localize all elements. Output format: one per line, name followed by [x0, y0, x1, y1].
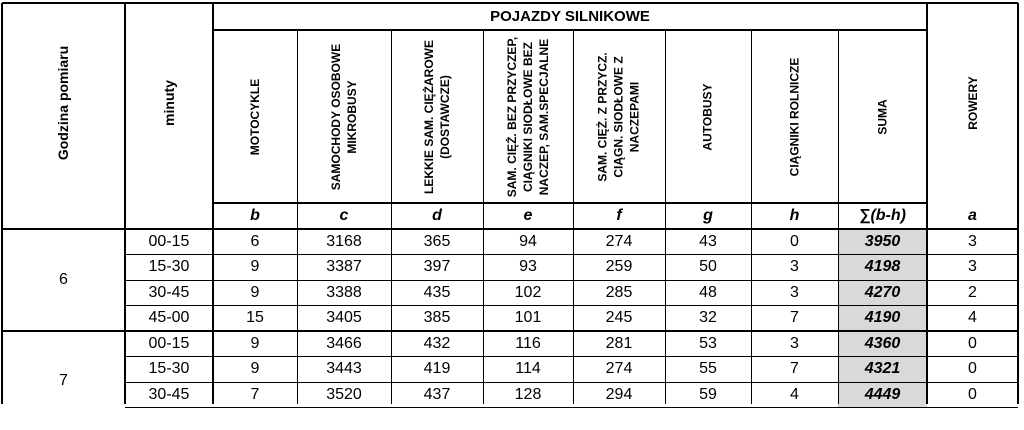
value-cell-b: 15 — [246, 309, 264, 327]
value-cell-h: 7 — [790, 309, 799, 327]
value-cell-d: 432 — [423, 334, 451, 352]
value-cell-e: 94 — [519, 232, 537, 250]
grid-line-h — [125, 305, 1018, 306]
minutes-cell: 00-15 — [148, 334, 190, 352]
column-letter-sum: ∑(b-h) — [859, 207, 906, 224]
value-cell-d: 437 — [423, 385, 451, 403]
sum-value-cell: 4270 — [864, 283, 901, 301]
value-cell-g: 43 — [699, 232, 717, 250]
bikes-header — [927, 3, 1018, 203]
grid-line-v — [391, 30, 392, 404]
value-cell-e: 116 — [515, 334, 541, 352]
column-letter-d: d — [432, 207, 442, 224]
bikes-value-cell: 3 — [968, 232, 977, 250]
value-cell-h: 4 — [790, 385, 799, 403]
column-header-e — [483, 30, 573, 203]
value-cell-h: 3 — [790, 334, 799, 352]
sum-value-cell: 4449 — [864, 385, 901, 403]
grid-line-v — [751, 30, 752, 404]
value-cell-f: 285 — [605, 283, 633, 301]
value-cell-c: 3405 — [326, 309, 362, 327]
hour-cell: 6 — [59, 271, 68, 288]
minutes-cell: 45-00 — [148, 309, 190, 327]
value-cell-e: 102 — [514, 283, 542, 301]
value-cell-d: 419 — [423, 360, 451, 378]
column-letter-c: c — [339, 207, 349, 224]
column-header-d-text: LEKKIE SAM. CIĘŻAROWE (DOSTAWCZE) — [422, 39, 453, 194]
column-header-d — [391, 30, 483, 203]
column-letter-a: a — [968, 207, 977, 224]
sum-value-cell: 4198 — [864, 258, 901, 276]
hour-header — [2, 3, 125, 203]
grid-line-h — [125, 407, 1018, 408]
minutes-cell: 30-45 — [148, 385, 190, 403]
column-header-b-text: MOTOCYKLE — [247, 78, 262, 155]
table-right-border — [1017, 3, 1020, 404]
column-header-f-text: SAM. CIĘŻ. Z PRZYCZ. CIĄGN. SIODŁOWE Z NACZEPAMI — [596, 51, 642, 182]
header-bottom-border — [2, 228, 1018, 231]
minutes-header — [125, 3, 213, 203]
column-header-c-text: SAMOCHODY OSOBOWE MIKROBUSY — [329, 43, 359, 190]
value-cell-f: 274 — [605, 360, 633, 378]
value-cell-g: 59 — [699, 385, 717, 403]
value-cell-g: 50 — [699, 258, 717, 276]
hour-header-text: Godzina pomiaru — [55, 45, 72, 161]
grid-line-v — [297, 30, 298, 404]
grid-line-v — [665, 30, 666, 404]
column-header-c — [297, 30, 391, 203]
column-letter-h: h — [789, 207, 800, 224]
hour-cell: 7 — [59, 371, 68, 389]
grid-line-h — [213, 202, 927, 203]
bikes-value-cell: 4 — [968, 309, 977, 327]
table-left-border — [1, 3, 4, 404]
minutes-cell: 15-30 — [148, 360, 190, 378]
value-cell-g: 48 — [699, 283, 717, 301]
grid-line-h — [125, 254, 1018, 255]
column-header-sum-text: SUMA — [875, 98, 890, 135]
value-cell-h: 7 — [790, 360, 799, 378]
value-cell-e: 114 — [515, 360, 541, 378]
value-cell-f: 294 — [605, 385, 633, 403]
value-cell-c: 3168 — [326, 232, 362, 250]
bikes-value-cell: 0 — [968, 360, 977, 378]
sum-value-cell: 4321 — [864, 360, 901, 378]
sum-value-cell: 3950 — [864, 232, 901, 250]
value-cell-e: 101 — [514, 309, 542, 327]
grid-line-h — [125, 382, 1018, 383]
minutes-header-text: minuty — [160, 80, 177, 126]
value-cell-c: 3443 — [326, 360, 362, 378]
grid-line-h — [213, 29, 927, 30]
sum-value-cell: 4190 — [864, 309, 901, 327]
column-header-g — [665, 30, 751, 203]
value-cell-g: 53 — [699, 334, 717, 352]
value-cell-b: 6 — [250, 232, 260, 250]
column-header-h-text: CIĄGNIKI ROLNICZE — [787, 57, 802, 176]
value-cell-d: 397 — [423, 258, 451, 276]
value-cell-e: 128 — [514, 385, 542, 403]
grid-line-v — [124, 3, 126, 404]
value-cell-f: 274 — [605, 232, 633, 250]
value-cell-b: 9 — [250, 334, 260, 352]
group-title: POJAZDY SILNIKOWE — [490, 8, 650, 25]
column-header-g-text: AUTOBUSY — [701, 82, 715, 151]
value-cell-b: 9 — [250, 283, 260, 301]
minutes-cell: 00-15 — [148, 232, 190, 250]
value-cell-c: 3466 — [326, 334, 362, 352]
value-cell-f: 281 — [605, 334, 633, 352]
value-cell-g: 32 — [699, 309, 717, 327]
bikes-value-cell: 0 — [968, 334, 977, 352]
value-cell-c: 3388 — [326, 283, 362, 301]
value-cell-b: 9 — [250, 258, 260, 276]
table-top-border — [2, 2, 1018, 5]
value-cell-b: 9 — [250, 360, 260, 378]
bikes-header-text: ROWERY — [965, 76, 980, 130]
sum-value-cell: 4360 — [864, 334, 901, 352]
value-cell-d: 365 — [423, 232, 451, 250]
minutes-cell: 15-30 — [148, 258, 190, 276]
value-cell-f: 245 — [605, 309, 633, 327]
grid-line-v — [838, 30, 839, 404]
column-letter-b: b — [250, 207, 260, 224]
grid-line-h — [125, 280, 1018, 281]
value-cell-h: 3 — [790, 283, 799, 301]
value-cell-e: 93 — [519, 258, 537, 276]
grid-line-v — [926, 3, 928, 404]
bikes-value-cell: 3 — [968, 258, 977, 276]
column-letter-e: e — [523, 207, 533, 224]
column-header-h — [751, 30, 838, 203]
minutes-cell: 30-45 — [148, 283, 190, 301]
column-header-b — [213, 30, 297, 203]
bikes-value-cell: 0 — [968, 385, 977, 403]
column-header-e-text: SAM. CIĘŻ. BEZ PRZYCZEP, CIĄGNIKI SIODŁOWE BEZ NACZEP, SAM.SPECJALNE — [505, 36, 551, 197]
grid-line-v — [573, 30, 574, 404]
value-cell-h: 0 — [790, 232, 799, 250]
grid-line-h — [125, 356, 1018, 357]
value-cell-d: 385 — [423, 309, 451, 327]
value-cell-c: 3387 — [326, 258, 362, 276]
value-cell-h: 3 — [790, 258, 799, 276]
group-separator — [2, 330, 1018, 333]
column-header-sum — [838, 30, 927, 203]
value-cell-c: 3520 — [326, 385, 362, 403]
bikes-value-cell: 2 — [968, 283, 977, 301]
value-cell-b: 7 — [250, 385, 260, 403]
grid-line-v — [483, 30, 484, 404]
value-cell-f: 259 — [605, 258, 633, 276]
grid-line-v — [212, 3, 214, 404]
column-header-f — [573, 30, 665, 203]
value-cell-g: 55 — [699, 360, 717, 378]
column-letter-f: f — [616, 207, 622, 224]
column-letter-g: g — [703, 207, 713, 224]
value-cell-d: 435 — [423, 283, 451, 301]
